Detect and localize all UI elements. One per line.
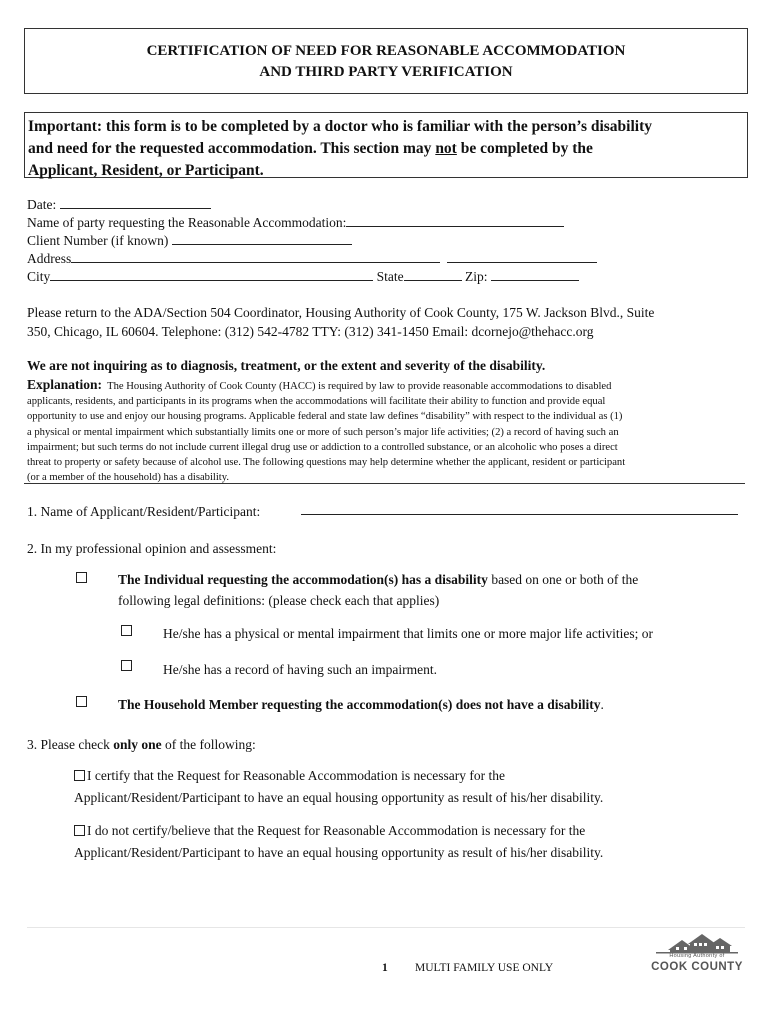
no-disability-checkbox[interactable] — [76, 696, 87, 707]
form-title-box — [24, 28, 748, 94]
certify-option: I certify that the Request for Reasonable Accommodation is necessary for the Applicant/Resident/Participant to have an equal housing opportunity as result of his/her disability. — [74, 768, 604, 805]
important-line1: Important: this form is to be completed by a doctor who is familiar with the person’s disability — [28, 118, 653, 135]
date-row — [27, 196, 211, 214]
state-field[interactable] — [404, 268, 462, 281]
logo-text-top: Housing Authority of — [669, 953, 725, 959]
form-title-line1: CERTIFICATION OF NEED FOR REASONABLE ACCOMMODATION — [146, 43, 626, 59]
client-number-label: Client Number (if known) — [27, 233, 169, 248]
not-certify-checkbox[interactable] — [74, 825, 85, 836]
address-field-2[interactable] — [447, 250, 597, 263]
footer-divider — [27, 927, 745, 928]
important-line3: Applicant, Resident, or Participant. — [28, 162, 264, 179]
q2-label: 2. In my professional opinion and assessment: — [27, 541, 277, 556]
explanation-paragraph: Explanation: The Housing Authority of Cook County (HACC) is required by law to provide reasonable accommodations to disabled applicants, residents, and participants in its programs when the accommodations will facilitate their ability to function and provide equal opportunity to use and enjoy our housing programs. Applicable federal and state law defines “disability” with respect to the individual as (1) a physical or mental impairment which substantially limits one or more of such person’s major life activities; (2) a record of having such an impairment; but such terms do not include current illegal drug use or addiction to a controlled substance, or an alcoholic who poses a direct threat to property or safety because of alcohol use. The following questions may help determine whether the applicant, resident or participant (or a member of the household) has a disability. — [27, 377, 626, 484]
page-number: 1 — [382, 962, 388, 974]
section-divider — [24, 483, 745, 484]
applicant-name-field[interactable] — [301, 514, 738, 515]
date-field[interactable] — [60, 196, 211, 209]
return-instructions: Please return to the ADA/Section 504 Coordinator, Housing Authority of Cook County, 175 W. Jackson Blvd., Suite 350, Chicago, IL 60604. Telephone: (312) 542-4782 TTY: (312) 341-1450 Email: dcornejo@thehacc.org — [27, 305, 655, 339]
impairment-checkbox[interactable] — [121, 625, 132, 636]
explanation-label: Explanation: — [27, 377, 103, 392]
has-disability-option: The Individual requesting the accommodation(s) has a disability based on one or both of the following legal definitions: (please check each that applies) — [118, 572, 639, 608]
logo-text-bottom: COOK COUNTY — [651, 961, 743, 973]
q1-row — [27, 503, 260, 521]
not-certify-option: I do not certify/believe that the Request for Reasonable Accommodation is necessary for the Applicant/Resident/Participant to have an equal housing opportunity as result of his/her disability. — [74, 823, 604, 860]
has-disability-checkbox[interactable] — [76, 572, 87, 583]
client-row — [27, 232, 352, 250]
zip-label: Zip: — [465, 269, 488, 284]
impairment-option: He/she has a physical or mental impairment that limits one or more major life activities; or — [163, 626, 653, 641]
q1-label: 1. Name of Applicant/Resident/Participant: — [27, 504, 261, 519]
city-field[interactable] — [50, 268, 373, 281]
certify-checkbox[interactable] — [74, 770, 85, 781]
party-label: Name of party requesting the Reasonable Accommodation: — [27, 215, 347, 230]
important-line2: and need for the requested accommodation. This section may not be completed by the — [28, 140, 593, 157]
not-emphasis: not — [435, 140, 457, 157]
client-number-field[interactable] — [172, 232, 352, 245]
record-checkbox[interactable] — [121, 660, 132, 671]
party-row — [27, 214, 564, 232]
city-label: City — [27, 269, 51, 284]
q3-label: 3. Please check only one of the following: — [27, 737, 256, 752]
inquiry-notice: We are not inquiring as to diagnosis, treatment, or the extent and severity of the disability. — [27, 358, 546, 373]
address-row — [27, 250, 597, 268]
state-label: State — [376, 269, 404, 284]
date-label: Date: — [27, 197, 57, 212]
party-field[interactable] — [346, 214, 564, 227]
address-label: Address — [27, 251, 72, 266]
important-notice-box — [24, 112, 748, 178]
zip-field[interactable] — [491, 268, 579, 281]
record-option: He/she has a record of having such an impairment. — [163, 662, 438, 677]
multi-family-note: MULTI FAMILY USE ONLY — [415, 962, 554, 974]
form-title-line2: AND THIRD PARTY VERIFICATION — [259, 64, 513, 80]
no-disability-option: The Household Member requesting the accommodation(s) does not have a disability. — [118, 697, 604, 712]
address-field-1[interactable] — [71, 250, 440, 263]
city-row — [27, 268, 579, 286]
